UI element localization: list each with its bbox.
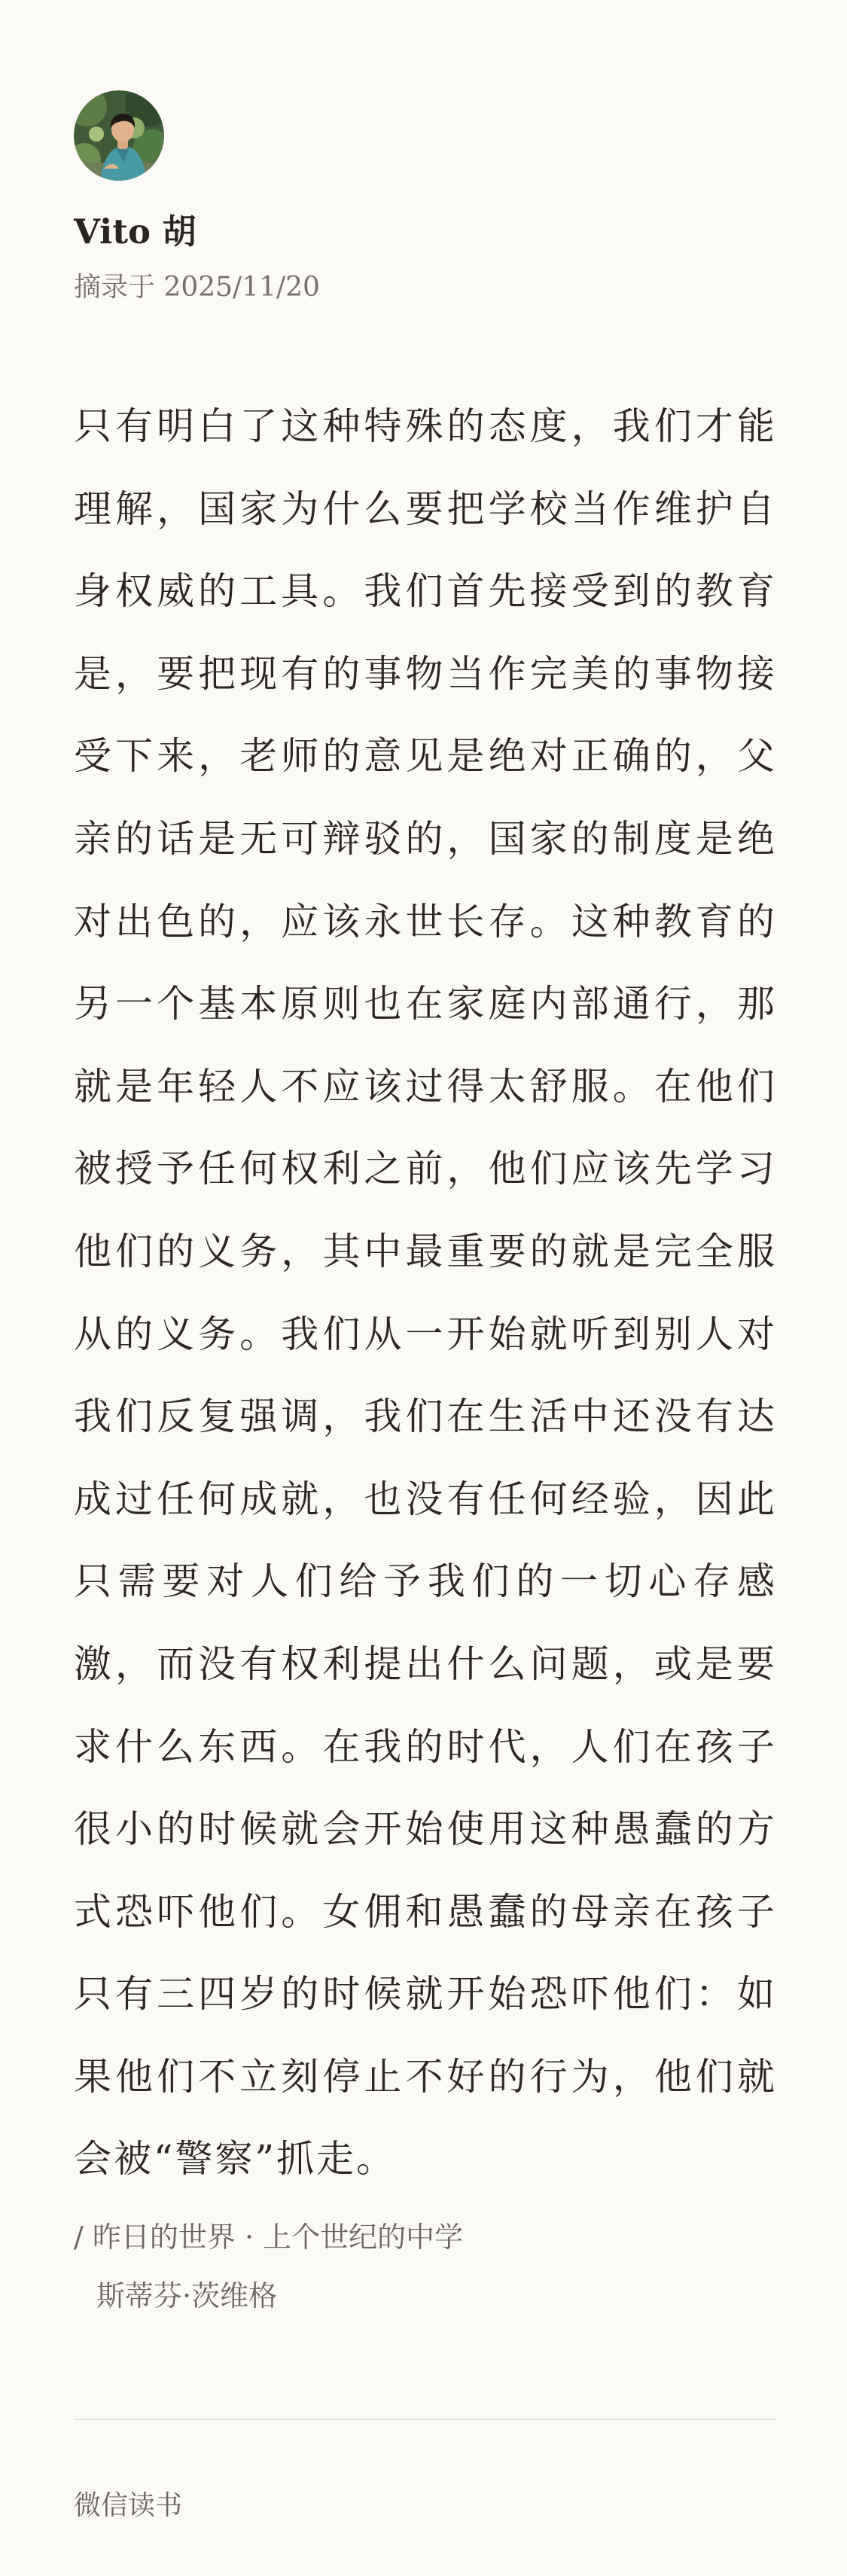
book-author: 斯蒂芬·茨维格 [96,2279,278,2312]
footer-brand: 微信读书 [74,2490,183,2521]
author-name[interactable]: Vito 胡 [74,212,197,252]
book-chapter[interactable]: / 昨日的世界 · 上个世纪的中学 [74,2221,464,2254]
divider [74,2419,777,2420]
avatar[interactable] [74,90,164,181]
quote-text: 只有明白了这种特殊的态度，我们才能理解，国家为什么要把学校当作维护自身权威的工具。我们首先接受到的教育是，要把现有的事物当作完美的事物接受下来，老师的意见是绝对正确的，父亲的话是无可辩驳的，国家的制度是绝对出色的，应该永世长存。这种教育的另一个基本原则也在家庭内部通行，那就是年轻人不应该过得太舒服。在他们被授予任何权利之前，他们应该先学习他们的义务，其中最重要的就是完全服从的义务。我们从一开始就听到别人对我们反复强调，我们在生活中还没有达成过任何成就，也没有任何经验，因此只需要对人们给予我们的一切心存感激，而没有权利提出什么问题，或是要求什么东西。在我的时代，人们在孩子很小的时候就会开始使用这种愚蠢的方式恐吓他们。女佣和愚蠢的母亲在孩子只有三四岁的时候就开始恐吓他们：如果他们不立刻停止不好的行为，他们就会被“警察”抓走。 [74,404,777,2181]
share-card [74,0,777,2576]
quote-source [74,2215,777,2318]
excerpt-date: 摘录于 2025/11/20 [74,272,320,303]
person-photo-icon [74,90,164,181]
